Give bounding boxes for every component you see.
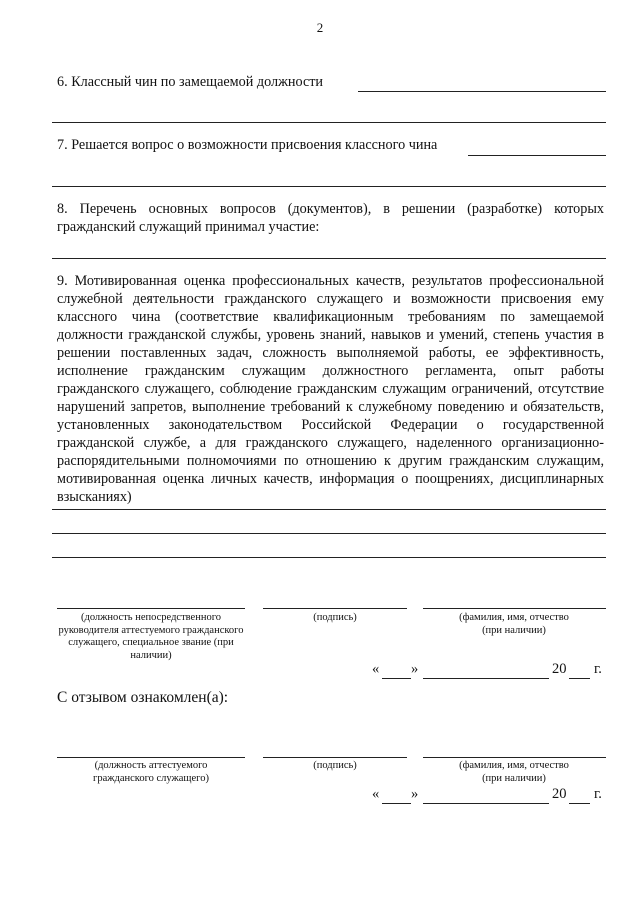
supervisor-name-line [423, 608, 606, 609]
supervisor-position-caption: (должность непосредственного руководителя аттестуемого гражданского служащего, специальное звание (при наличии) [58, 612, 244, 661]
divider-line [52, 122, 606, 123]
supervisor-position-line [57, 608, 245, 609]
employee-name-line [423, 757, 606, 758]
item-9-text: 9. Мотивированная оценка профессиональных качеств, результатов профессиональной служебной деятельности гражданского служащего и возможности присвоения ему классного чина (соответствие квалификационным требованиям по замещаемой должности гражданской службы, уровень знаний, навыков и умений, степень участия в решении поставленных задач, сложность выполняемой работы, ее эффективность, исполнение гражданским служащим должностного регламента, опыт работы гражданского служащего, соблюдение гражданским служащим ограничений, отсутствие нарушений запретов, выполнение требований к служебному поведению и обязательств, установленных законодательством Российской Федерации о государственной гражданской службе, а для гражданского служащего, наделенного организационно-распорядительными полномочиями по отношению к другим гражданским служащим, мотивированная оценка личных качеств, информация о поощрениях, дисциплинарных взысканиях) [57, 273, 604, 505]
date-day-line [382, 803, 411, 804]
employee-signature-caption: (подпись) [313, 760, 357, 771]
supervisor-signature-caption: (подпись) [313, 612, 357, 623]
employee-position-caption: (должность аттестуемого гражданского служащего) [93, 760, 209, 784]
date-open-quote: « [372, 661, 380, 677]
divider-line [52, 258, 606, 259]
date-day-line [382, 678, 411, 679]
item-7-label: 7. Решается вопрос о возможности присвоения классного чина [57, 137, 438, 153]
page-number: 2 [316, 20, 324, 35]
item-6-fill-line [358, 91, 606, 92]
date-month-line [423, 678, 549, 679]
divider-line [52, 186, 606, 187]
date-year-suffix: г. [594, 786, 602, 802]
date-year-prefix: 20 [552, 661, 567, 677]
date-close-quote: » [411, 786, 419, 802]
item-8-label: 8. Перечень основных вопросов (документов), в решении (разработке) которых гражданский служащий принимал участие: [57, 201, 604, 235]
date-year-prefix: 20 [552, 786, 567, 802]
date-year-suffix: г. [594, 661, 602, 677]
answer-line [52, 509, 606, 510]
answer-line [52, 533, 606, 534]
date-year-line [569, 803, 590, 804]
date-month-line [423, 803, 549, 804]
date-year-line [569, 678, 590, 679]
item-6-label: 6. Классный чин по замещаемой должности [57, 74, 324, 90]
employee-signature-line [263, 757, 407, 758]
supervisor-signature-line [263, 608, 407, 609]
item-7-fill-line [468, 155, 606, 156]
date-open-quote: « [372, 786, 380, 802]
date-close-quote: » [411, 661, 419, 677]
acquainted-heading: С отзывом ознакомлен(а): [57, 689, 229, 706]
supervisor-name-caption: (фамилия, имя, отчество (при наличии) [459, 612, 569, 636]
answer-line [52, 557, 606, 558]
employee-position-line [57, 757, 245, 758]
employee-name-caption: (фамилия, имя, отчество (при наличии) [459, 760, 569, 784]
